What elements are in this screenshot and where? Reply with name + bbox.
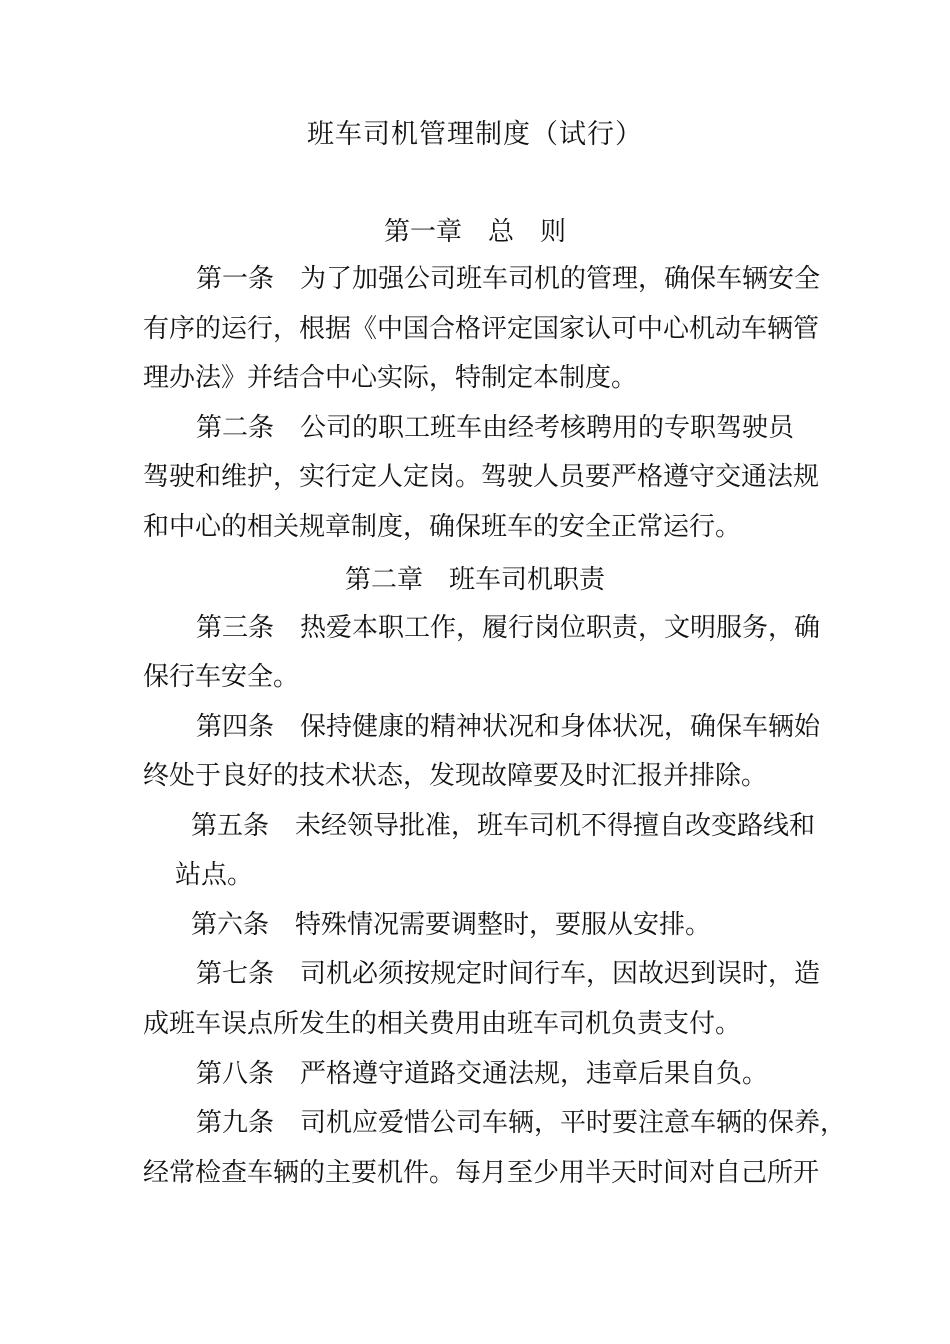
article-9-line-2: 经常检查车辆的主要机件。每月至少用半天时间对自己所开 <box>143 1158 820 1188</box>
article-2-line-2: 驾驶和维护，实行定人定岗。驾驶人员要严格遵守交通法规 <box>143 462 820 492</box>
article-7-line-2: 成班车误点所发生的相关费用由班车司机负责支付。 <box>143 1009 742 1039</box>
article-1-line-1: 第一条 为了加强公司班车司机的管理，确保车辆安全 <box>196 264 821 294</box>
article-2-line-1: 第二条 公司的职工班车由经考核聘用的专职驾驶员 <box>196 413 795 443</box>
article-6-line-1: 第六条 特殊情况需要调整时，要服从安排。 <box>191 910 712 940</box>
article-5-line-1: 第五条 未经领导批准，班车司机不得擅自改变路线和 <box>191 811 816 841</box>
article-3-line-1: 第三条 热爱本职工作，履行岗位职责，文明服务，确 <box>196 613 821 643</box>
document-title: 班车司机管理制度（试行） <box>307 119 643 150</box>
article-4-line-1: 第四条 保持健康的精神状况和身体状况，确保车辆始 <box>196 712 821 742</box>
article-5-line-2: 站点。 <box>175 860 254 890</box>
article-1-line-2: 有序的运行，根据《中国合格评定国家认可中心机动车辆管 <box>143 314 820 344</box>
chapter-heading-1: 第一章 总 则 <box>383 217 566 247</box>
article-3-line-2: 保行车安全。 <box>143 662 300 692</box>
article-1-line-3: 理办法》并结合中心实际，特制定本制度。 <box>143 363 638 393</box>
article-4-line-2: 终处于良好的技术状态，发现故障要及时汇报并排除。 <box>143 761 768 791</box>
article-7-line-1: 第七条 司机必须按规定时间行车，因故迟到误时，造 <box>196 959 821 989</box>
article-8-line-1: 第八条 严格遵守道路交通法规，违章后果自负。 <box>196 1059 769 1089</box>
article-9-line-1: 第九条 司机应爱惜公司车辆，平时要注意车辆的保养， <box>196 1108 847 1138</box>
chapter-heading-2: 第二章 班车司机职责 <box>344 565 605 595</box>
article-2-line-3: 和中心的相关规章制度，确保班车的安全正常运行。 <box>143 512 742 542</box>
